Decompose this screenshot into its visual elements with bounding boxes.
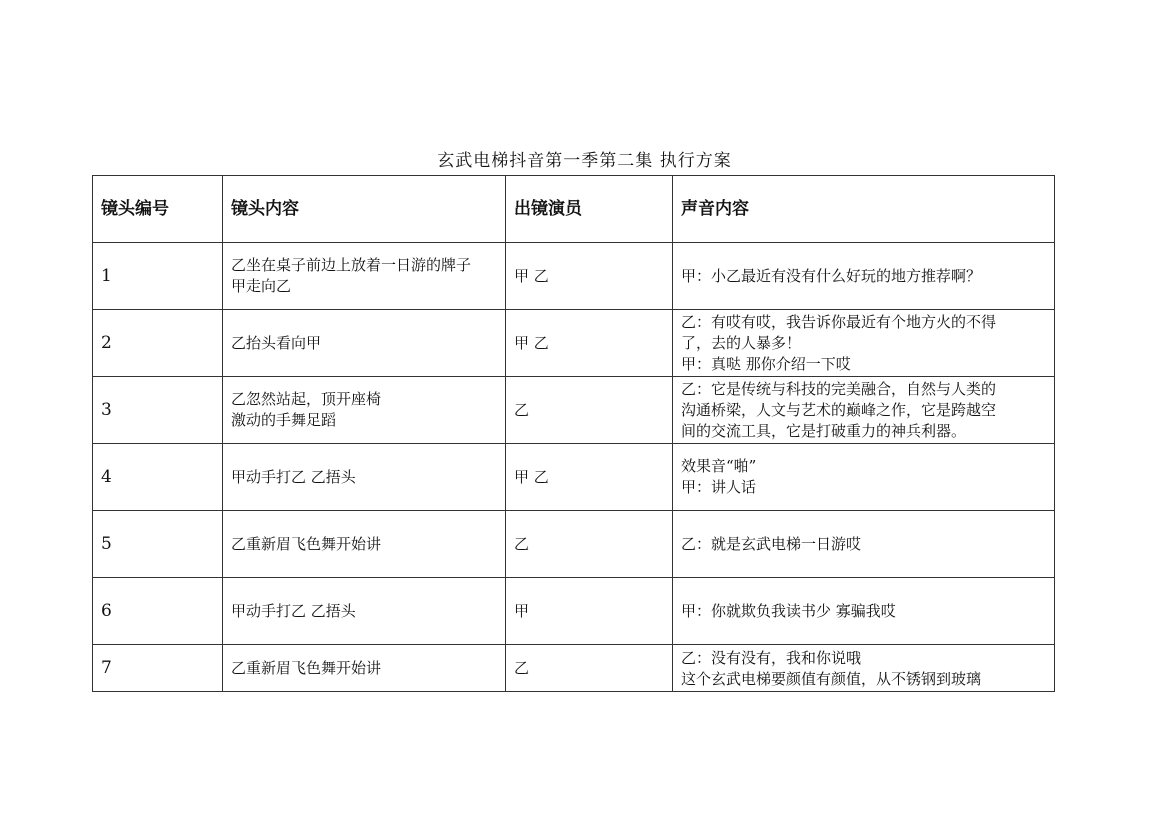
- shot-number: 1: [93, 243, 223, 310]
- sound-line: 乙：就是玄武电梯一日游哎: [681, 534, 862, 553]
- sound-line: 乙：没有没有，我和你说哦: [681, 649, 862, 667]
- shot-sound: [673, 377, 1055, 444]
- shot-content: [223, 645, 506, 692]
- sound-line: 甲：你就欺负我读书少 寡骗我哎: [681, 601, 896, 620]
- table-row: [93, 377, 1055, 444]
- shot-table: [92, 175, 1055, 692]
- content-line: 甲动手打乙 乙捂头: [231, 467, 356, 486]
- shot-content: [223, 511, 506, 578]
- shot-actors: 甲 乙: [506, 243, 673, 310]
- header-sound-content: 声音内容: [673, 176, 1055, 243]
- shot-actors: 甲 乙: [506, 444, 673, 511]
- content-line: 甲走向乙: [231, 277, 292, 295]
- sound-line: 乙：有哎有哎，我告诉你最近有个地方火的不得: [681, 312, 997, 331]
- content-line: 乙坐在桌子前边上放着一日游的牌子: [231, 256, 472, 274]
- header-actors: 出镜演员: [506, 176, 673, 243]
- shot-sound: [673, 645, 1055, 692]
- content-line: 乙忽然站起，顶开座椅: [231, 390, 382, 408]
- table-row: [93, 444, 1055, 511]
- shot-number: 3: [93, 377, 223, 444]
- shot-actors: 甲 乙: [506, 310, 673, 377]
- header-row: [93, 176, 1055, 243]
- sound-line: 甲：讲人话: [681, 478, 757, 496]
- table-row: [93, 310, 1055, 377]
- shot-actors: 乙: [506, 645, 673, 692]
- shot-actors: 乙: [506, 377, 673, 444]
- content-line: 乙抬头看向甲: [231, 333, 322, 352]
- shot-actors: 乙: [506, 511, 673, 578]
- shot-number: 5: [93, 511, 223, 578]
- shot-content: [223, 310, 506, 377]
- header-shot-number: 镜头编号: [93, 176, 223, 243]
- sound-line: 沟通桥梁，人文与艺术的巅峰之作，它是跨越空: [681, 400, 997, 419]
- shot-content: [223, 444, 506, 511]
- shot-content: [223, 377, 506, 444]
- shot-sound: [673, 444, 1055, 511]
- shot-content: [223, 243, 506, 310]
- content-line: 甲动手打乙 乙捂头: [231, 601, 356, 620]
- table-row: [93, 511, 1055, 578]
- shot-actors: 甲: [506, 578, 673, 645]
- sound-line: 乙：它是传统与科技的完美融合，自然与人类的: [681, 379, 997, 398]
- shot-sound: [673, 578, 1055, 645]
- content-line: 激动的手舞足蹈: [231, 411, 337, 429]
- header-shot-content: 镜头内容: [223, 176, 506, 243]
- content-line: 乙重新眉飞色舞开始讲: [231, 658, 382, 677]
- sound-line: 甲：真哒 那你介绍一下哎: [681, 354, 851, 373]
- table-row: [93, 645, 1055, 692]
- shot-sound: [673, 243, 1055, 310]
- shot-number: 2: [93, 310, 223, 377]
- sound-line: 效果音“啪”: [681, 457, 757, 475]
- sound-line: 间的交流工具，它是打破重力的神兵利器。: [681, 421, 967, 440]
- table-row: [93, 578, 1055, 645]
- shot-number: 6: [93, 578, 223, 645]
- shot-number: 4: [93, 444, 223, 511]
- sound-line: 了，去的人暴多！: [681, 333, 802, 352]
- shot-number: 7: [93, 645, 223, 692]
- document-title: 玄武电梯抖音第一季第二集 执行方案: [437, 151, 732, 171]
- shot-sound: [673, 310, 1055, 377]
- shot-sound: [673, 511, 1055, 578]
- sound-line: 这个玄武电梯要颜值有颜值，从不锈钢到玻璃: [681, 670, 982, 688]
- content-line: 乙重新眉飞色舞开始讲: [231, 534, 382, 553]
- table-row: [93, 243, 1055, 310]
- shot-content: [223, 578, 506, 645]
- sound-line: 甲：小乙最近有没有什么好玩的地方推荐啊？: [681, 266, 982, 285]
